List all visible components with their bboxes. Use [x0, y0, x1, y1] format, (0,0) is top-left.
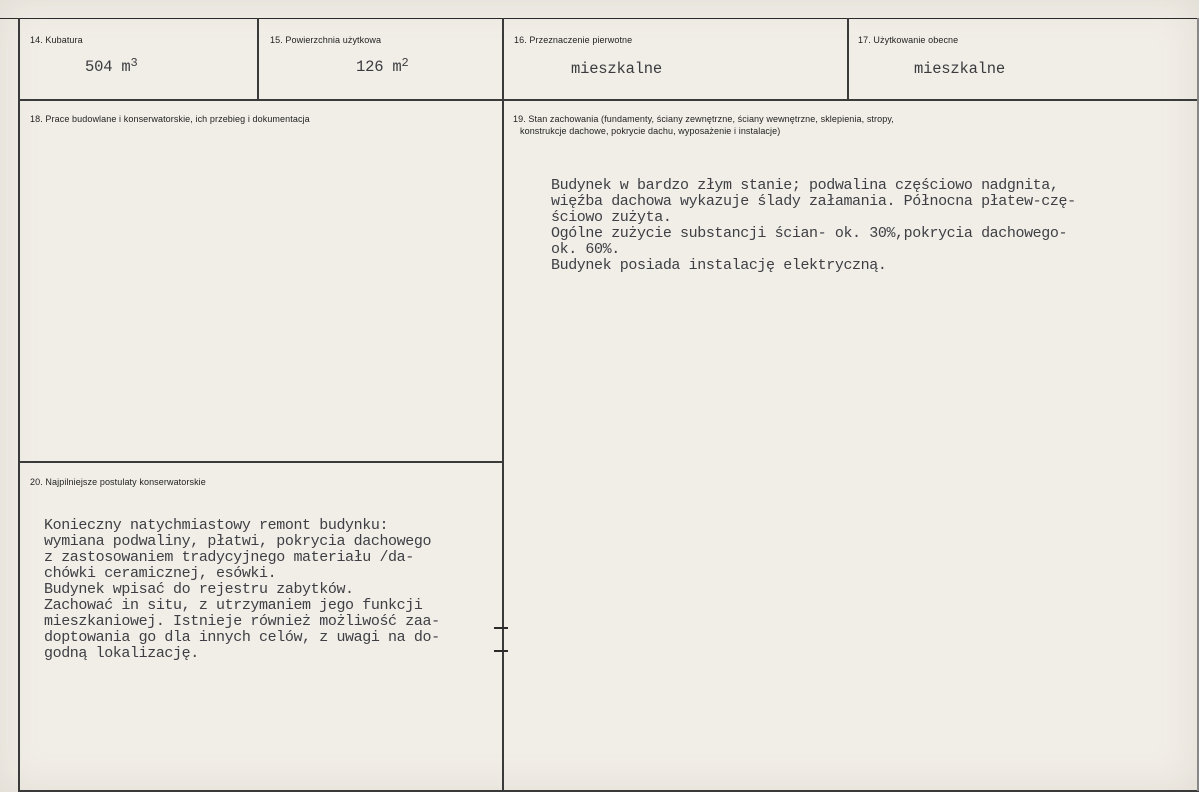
bottom-border	[18, 790, 1199, 792]
field-20-text	[44, 518, 440, 662]
hyphen-mark	[494, 627, 508, 629]
field-20-line: Budynek wpisać do rejestru zabytków.	[44, 581, 354, 598]
field-20-line: Konieczny natychmiastowy remont budynku:	[44, 517, 389, 534]
volume-number: 504	[85, 58, 113, 76]
field-16-label: 16. Przeznaczenie pierwotne	[514, 35, 633, 45]
field-14-value	[85, 58, 138, 76]
field-20-line: Zachować in situ, z utrzymaniem jego funkcji	[44, 597, 423, 614]
area-exponent: 2	[401, 56, 409, 70]
field-18-label: 18. Prace budowlane i konserwatorskie, ich przebieg i dokumentacja	[30, 114, 310, 124]
field-19-line: ściowo zużyta.	[551, 209, 672, 226]
left-border	[18, 18, 20, 791]
hyphen-mark	[494, 650, 508, 652]
field-19-line: Budynek posiada instalację elektryczną.	[551, 257, 887, 274]
field-20-line: wymiana podwaliny, płatwi, pokrycia dachowego	[44, 533, 432, 550]
area-number: 126	[356, 58, 384, 76]
field-17-label: 17. Użytkowanie obecne	[858, 35, 959, 45]
top-edge	[0, 0, 1199, 19]
field-14-label: 14. Kubatura	[30, 35, 83, 45]
field-20-label: 20. Najpilniejsze postulaty konserwatorskie	[30, 477, 206, 487]
right-border	[1197, 18, 1199, 791]
field-16-value: mieszkalne	[571, 60, 663, 78]
field-19-line: więźba dachowa wykazuje ślady załamania. Północna płatew-czę-	[551, 193, 1076, 210]
field-20-line: godną lokalizację.	[44, 645, 199, 662]
field-20-line: z zastosowaniem tradycyjnego materiału /da-	[44, 549, 414, 566]
col-divider-2	[502, 18, 504, 791]
field-17-value: mieszkalne	[914, 60, 1006, 78]
field-20-line: chówki ceramicznej, esówki.	[44, 565, 277, 582]
area-unit: m	[392, 58, 402, 76]
field-19-line: Budynek w bardzo złym stanie; podwalina częściowo nadgnita,	[551, 177, 1059, 194]
field-19-text	[551, 178, 1076, 274]
field-15-value	[356, 58, 409, 76]
field-19-line: ok. 60%.	[551, 241, 620, 258]
row-divider-1	[18, 99, 1199, 101]
volume-exponent: 3	[130, 56, 138, 70]
field-15-label: 15. Powierzchnia użytkowa	[270, 35, 382, 45]
volume-unit: m	[121, 58, 131, 76]
col-divider-3	[847, 18, 849, 100]
field-19-label-line-1: 19. Stan zachowania (fundamenty, ściany zewnętrzne, ściany wewnętrzne, sklepienia, stropy,	[513, 114, 894, 124]
field-20-line: mieszkaniowej. Istnieje również możliwość zaa-	[44, 613, 440, 630]
field-20-line: doptowania go dla innych celów, z uwagi na do-	[44, 629, 440, 646]
col-divider-1	[257, 18, 259, 100]
row-divider-2	[18, 461, 503, 463]
field-19-label-line-2: konstrukcje dachowe, pokrycie dachu, wyposażenie i instalacje)	[520, 126, 781, 136]
field-19-line: Ogólne zużycie substancji ścian- ok. 30%,pokrycia dachowego-	[551, 225, 1068, 242]
